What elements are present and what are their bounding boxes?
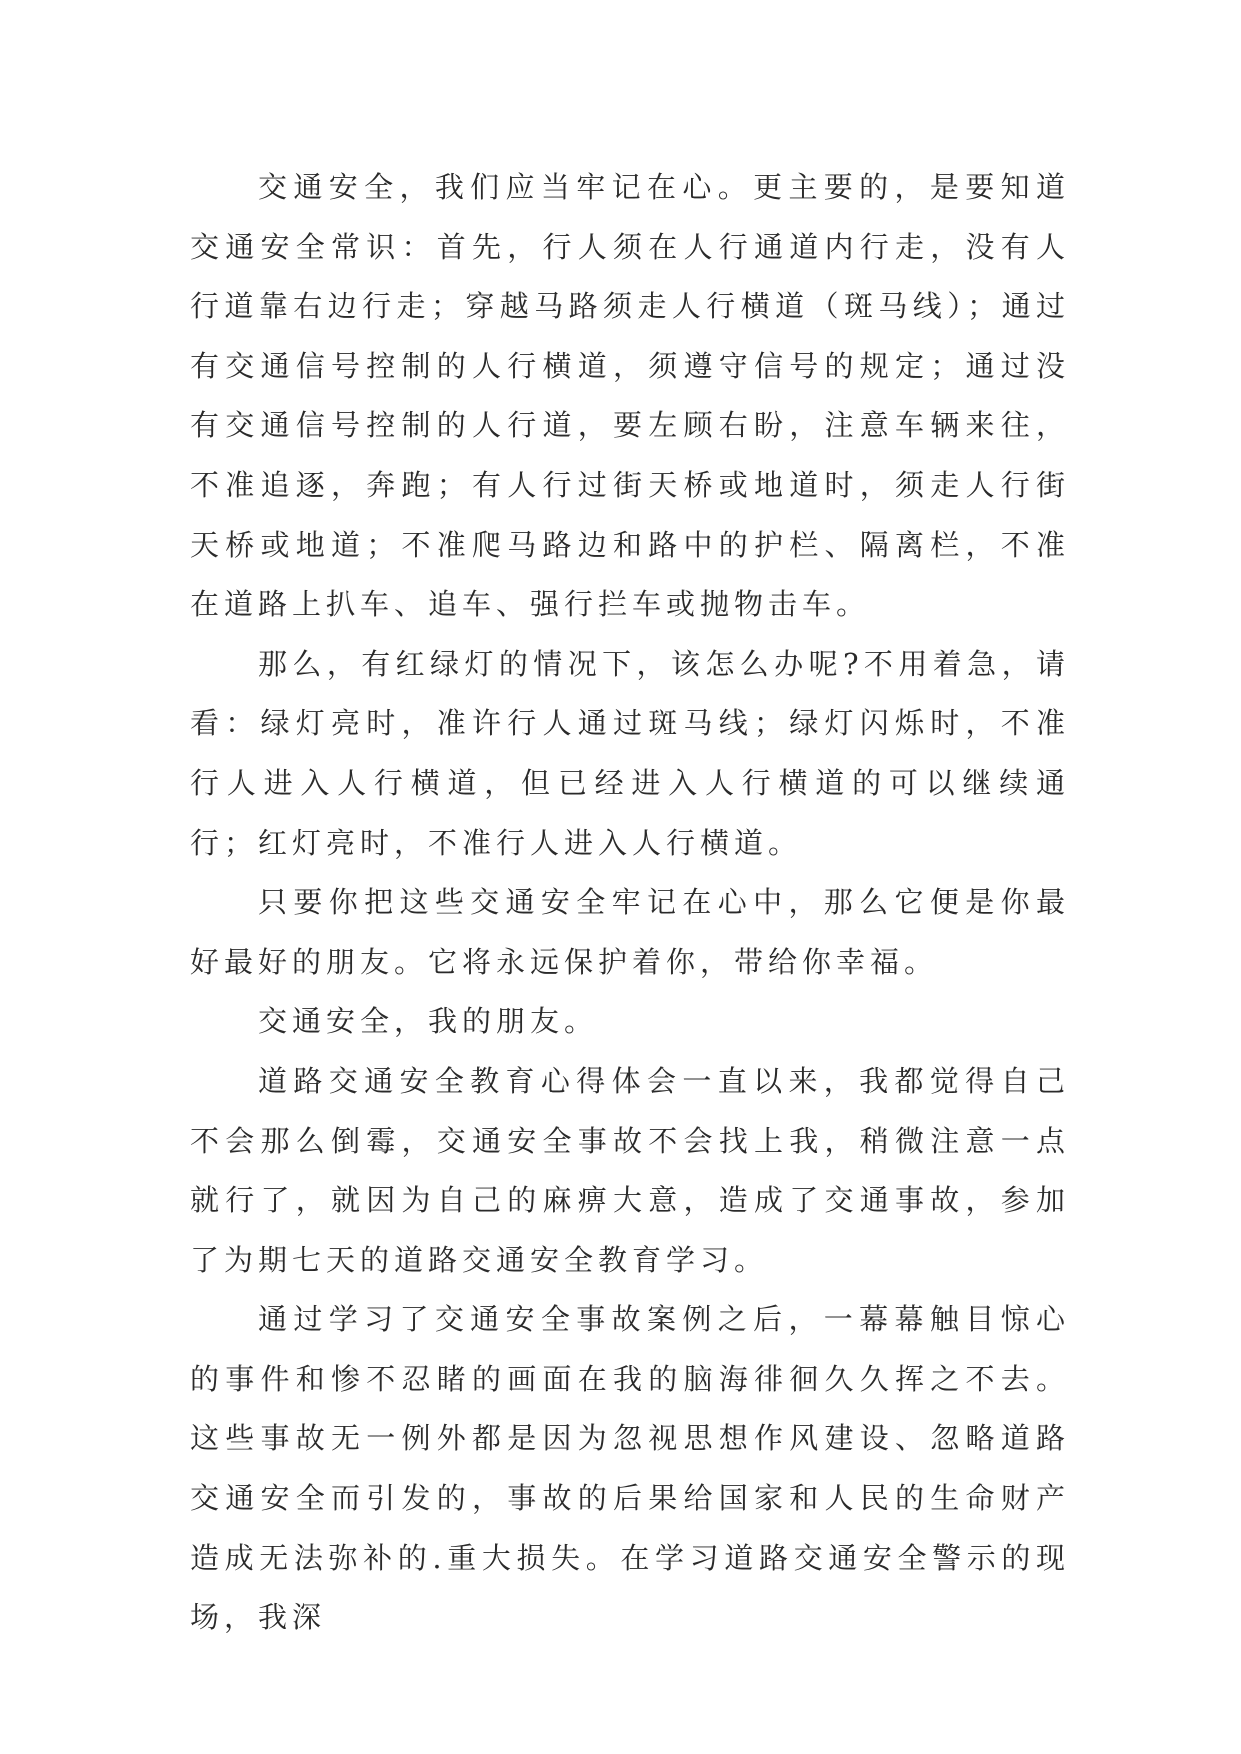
paragraph-education-experience: 道路交通安全教育心得体会一直以来，我都觉得自己不会那么倒霉，交通安全事故不会找上我，稍微注意一点就行了，就因为自己的麻痹大意，造成了交通事故，参加了为期七天的道路交通安全教育学习。 [190, 1063, 1070, 1277]
paragraph-my-friend: 交通安全，我的朋友。 [258, 1004, 599, 1039]
document-body [190, 158, 1070, 1648]
paragraph-accident-cases: 通过学习了交通安全事故案例之后，一幕幕触目惊心的事件和惨不忍睹的画面在我的脑海徘徊久久挥之不去。这些事故无一例外都是因为忽视思想作风建设、忽略道路交通安全而引发的，事故的后果给国家和人民的生命财产造成无法弥补的.重大损失。在学习道路交通安全警示的现场，我深 [190, 1302, 1070, 1635]
paragraph-traffic-lights: 那么，有红绿灯的情况下，该怎么办呢?不用着急，请看：绿灯亮时，准许行人通过斑马线；绿灯闪烁时，不准行人进入人行横道，但已经进入人行横道的可以继续通行；红灯亮时，不准行人进入人行横道。 [190, 646, 1070, 860]
paragraph-best-friend: 只要你把这些交通安全牢记在心中，那么它便是你最好最好的朋友。它将永远保护着你，带给你幸福。 [190, 885, 1070, 979]
paragraph-traffic-safety-knowledge: 交通安全，我们应当牢记在心。更主要的，是要知道交通安全常识：首先，行人须在人行通道内行走，没有人行道靠右边行走；穿越马路须走人行横道（斑马线）；通过有交通信号控制的人行横道，须遵守信号的规定；通过没有交通信号控制的人行道，要左顾右盼，注意车辆来往，不准追逐，奔跑；有人行过街天桥或地道时，须走人行街天桥或地道；不准爬马路边和路中的护栏、隔离栏，不准在道路上扒车、追车、强行拦车或抛物击车。 [190, 170, 1070, 622]
